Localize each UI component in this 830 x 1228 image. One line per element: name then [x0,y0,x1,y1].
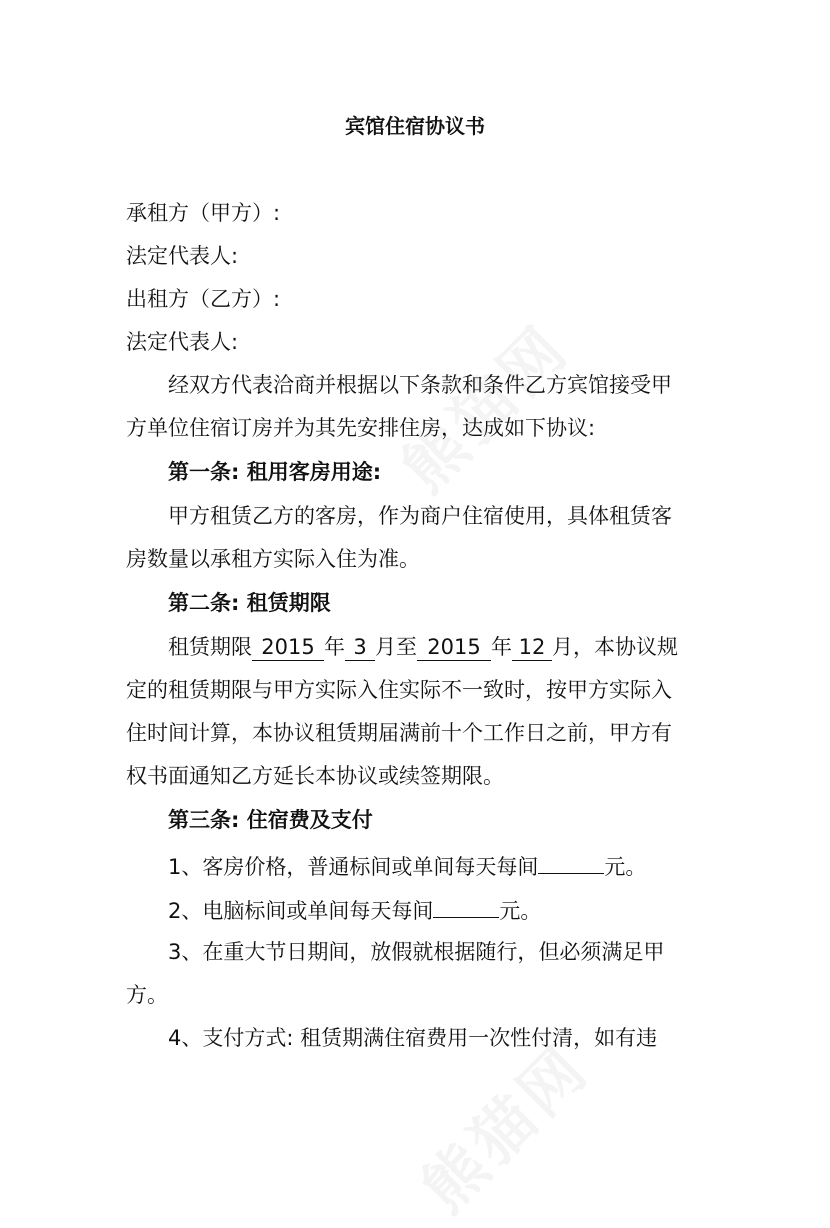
article2-line: 住时间计算，本协议租赁期届满前十个工作日之前，甲方有 [126,721,672,745]
document-title: 宾馆住宿协议书 [345,114,485,138]
article1-line: 甲方租赁乙方的客房，作为商户住宿使用，具体租赁客 [168,504,672,528]
price-blank [538,849,604,874]
item1-line [168,849,716,882]
year-char: 年 [324,635,345,659]
party-b-label: 出租方（乙方）: [126,287,281,311]
start-year-field: 2015 [252,634,324,661]
item3-line: 方。 [126,983,168,1007]
item1-text: 1、客房价格，普通标间或单间每天每间 [168,855,539,879]
article2-heading: 第二条: 租赁期限 [168,591,331,615]
item2-text: 2、电脑标间或单间每天每间 [168,899,434,923]
party-a-label: 承租方（甲方）: [126,201,281,225]
start-month-field: 3 [345,634,375,661]
intro-paragraph-line: 经双方代表洽商并根据以下条款和条件乙方宾馆接受甲 [168,373,672,397]
year-char: 年 [491,635,512,659]
intro-paragraph-line: 方单位住宿订房并为其先安排住房，达成如下协议: [126,416,596,440]
item1-unit: 元。 [604,855,647,879]
month-to-text: 月至 [375,635,417,659]
item2-unit: 元。 [499,899,542,923]
rep-a-label: 法定代表人: [126,244,239,268]
item4-line: 4、支付方式: 租赁期满住宿费用一次性付清，如有违 [168,1026,658,1050]
lease-period-prefix: 租赁期限 [168,635,252,659]
article2-line: 权书面通知乙方延长本协议或续签期限。 [126,764,504,788]
item3-line: 3、在重大节日期间，放假就根据随行，但必须满足甲 [168,940,665,964]
article1-heading: 第一条: 租用客房用途: [168,460,382,484]
end-year-field: 2015 [417,634,491,661]
lease-period-suffix: 月，本协议规 [552,635,678,659]
article2-line: 定的租赁期限与甲方实际入住实际不一致时，按甲方实际入 [126,678,672,702]
lease-period-line [168,632,716,662]
price-blank [433,893,499,918]
item2-line [168,893,716,926]
end-month-field: 12 [512,634,552,661]
article3-heading: 第三条: 住宿费及支付 [168,808,373,832]
article1-line: 房数量以承租方实际入住为准。 [126,547,420,571]
rep-b-label: 法定代表人: [126,330,239,354]
